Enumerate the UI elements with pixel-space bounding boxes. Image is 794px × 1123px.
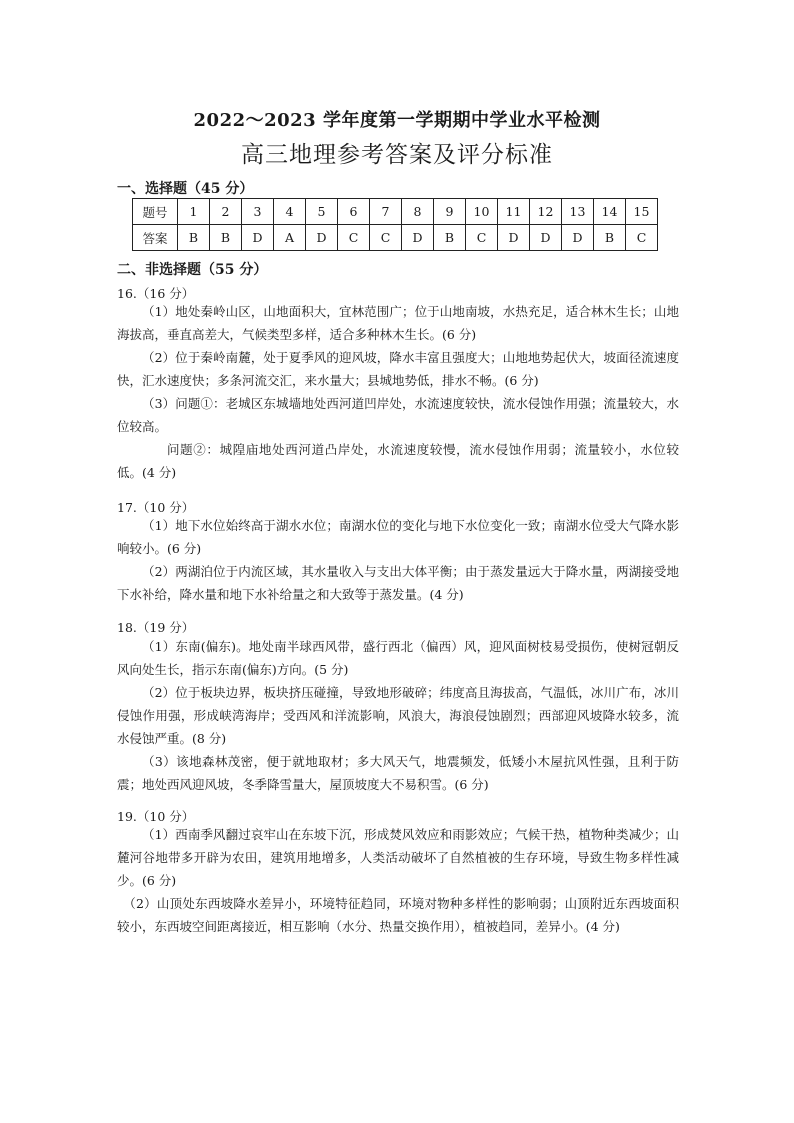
table-cell: 13 bbox=[562, 199, 594, 225]
answer-paragraph: 问题②：城隍庙地处西河道凸岸处，水流速度较慢，流水侵蚀作用弱；流量较小，水位较低。(4 分) bbox=[117, 442, 679, 480]
answer-paragraph: （3）该地森林茂密，便于就地取材；多大风天气，地震频发，低矮小木屋抗风性强，且利于防震；地处西风迎风坡，冬季降雪量大，屋顶坡度大不易积雪。(6 分) bbox=[117, 754, 679, 792]
question-19-heading: 19.（10 分） bbox=[117, 809, 195, 824]
document-title: 高三地理参考答案及评分标准 bbox=[241, 142, 553, 168]
table-cell: 14 bbox=[594, 199, 626, 225]
table-cell: 7 bbox=[370, 199, 402, 225]
table-cell: A bbox=[274, 225, 306, 251]
answer-paragraph: （1）地处秦岭山区，山地面积大，宜林范围广；位于山地南坡，水热充足，适合林木生长；山地海拔高，垂直高差大，气候类型多样，适合多种林木生长。(6 分) bbox=[117, 304, 679, 342]
table-cell: 9 bbox=[434, 199, 466, 225]
exam-title: 2022～2023 学年度第一学期期中学业水平检测 bbox=[193, 110, 601, 131]
question-19-answers bbox=[117, 823, 679, 938]
question-18-answers bbox=[117, 635, 679, 796]
answer-paragraph: （2）两湖泊位于内流区域，其水量收入与支出大体平衡；由于蒸发量远大于降水量，两湖接受地下水补给，降水量和地下水补给量之和大致等于蒸发量。(4 分) bbox=[117, 564, 679, 602]
table-cell: 8 bbox=[402, 199, 434, 225]
section-heading-nonchoice: 二、非选择题（55 分） bbox=[117, 262, 268, 278]
answer-paragraph: （1）东南(偏东)。地处南半球西风带，盛行西北（偏西）风，迎风面树枝易受损伤，使树冠朝反风向处生长，指示东南(偏东)方向。(5 分) bbox=[117, 639, 679, 677]
table-cell: 2 bbox=[210, 199, 242, 225]
row-label-answer: 答案 bbox=[133, 225, 178, 251]
table-row-numbers bbox=[133, 199, 658, 225]
table-cell: B bbox=[178, 225, 210, 251]
table-cell: 11 bbox=[498, 199, 530, 225]
question-17-answers bbox=[117, 514, 679, 606]
answer-paragraph: （1）地下水位始终高于湖水水位；南湖水位的变化与地下水位变化一致；南湖水位受大气降水影响较小。(6 分) bbox=[117, 518, 679, 556]
table-cell: B bbox=[210, 225, 242, 251]
table-cell: C bbox=[338, 225, 370, 251]
answer-table bbox=[132, 198, 658, 251]
table-cell: 5 bbox=[306, 199, 338, 225]
section-heading-choice: 一、选择题（45 分） bbox=[117, 181, 254, 197]
table-cell: D bbox=[242, 225, 274, 251]
question-16-answers bbox=[117, 300, 679, 484]
table-cell: 3 bbox=[242, 199, 274, 225]
table-cell: B bbox=[434, 225, 466, 251]
table-cell: D bbox=[530, 225, 562, 251]
table-row-answers bbox=[133, 225, 658, 251]
answer-paragraph: （1）西南季风翻过哀牢山在东坡下沉，形成焚风效应和雨影效应；气候干热，植物种类减少；山麓河谷地带多开辟为农田，建筑用地增多，人类活动破坏了自然植被的生存环境，导致生物多样性减少。(6 分) bbox=[117, 827, 679, 888]
table-cell: 15 bbox=[626, 199, 658, 225]
table-cell: D bbox=[402, 225, 434, 251]
table-cell: 1 bbox=[178, 199, 210, 225]
answer-paragraph: （3）问题①：老城区东城墙地处西河道凹岸处，水流速度较快，流水侵蚀作用强；流量较大，水位较高。 bbox=[117, 396, 679, 434]
table-cell: 4 bbox=[274, 199, 306, 225]
table-cell: D bbox=[562, 225, 594, 251]
answer-paragraph: （2）位于板块边界，板块挤压碰撞，导致地形破碎；纬度高且海拔高，气温低，冰川广布，冰川侵蚀作用强，形成峡湾海岸；受西风和洋流影响，风浪大，海浪侵蚀剧烈；西部迎风坡降水较多，流水侵蚀严重。(8 分) bbox=[117, 685, 679, 746]
table-cell: 12 bbox=[530, 199, 562, 225]
answer-paragraph: （2）山顶处东西坡降水差异小，环境特征趋同，环境对物种多样性的影响弱；山顶附近东西坡面积较小，东西坡空间距离接近，相互影响（水分、热量交换作用），植被趋同，差异小。(4 分) bbox=[117, 896, 679, 934]
question-18-heading: 18.（19 分） bbox=[117, 620, 195, 635]
question-16-heading: 16.（16 分） bbox=[117, 286, 195, 301]
table-cell: C bbox=[626, 225, 658, 251]
question-17-heading: 17.（10 分） bbox=[117, 500, 195, 515]
table-cell: B bbox=[594, 225, 626, 251]
table-cell: D bbox=[306, 225, 338, 251]
answer-paragraph: （2）位于秦岭南麓，处于夏季风的迎风坡，降水丰富且强度大；山地地势起伏大，坡面径流速度快，汇水速度快；多条河流交汇，来水量大；县城地势低，排水不畅。(6 分) bbox=[117, 350, 679, 388]
table-cell: 10 bbox=[466, 199, 498, 225]
table-cell: D bbox=[498, 225, 530, 251]
table-cell: C bbox=[370, 225, 402, 251]
row-label-number: 题号 bbox=[133, 199, 178, 225]
table-cell: 6 bbox=[338, 199, 370, 225]
table-cell: C bbox=[466, 225, 498, 251]
